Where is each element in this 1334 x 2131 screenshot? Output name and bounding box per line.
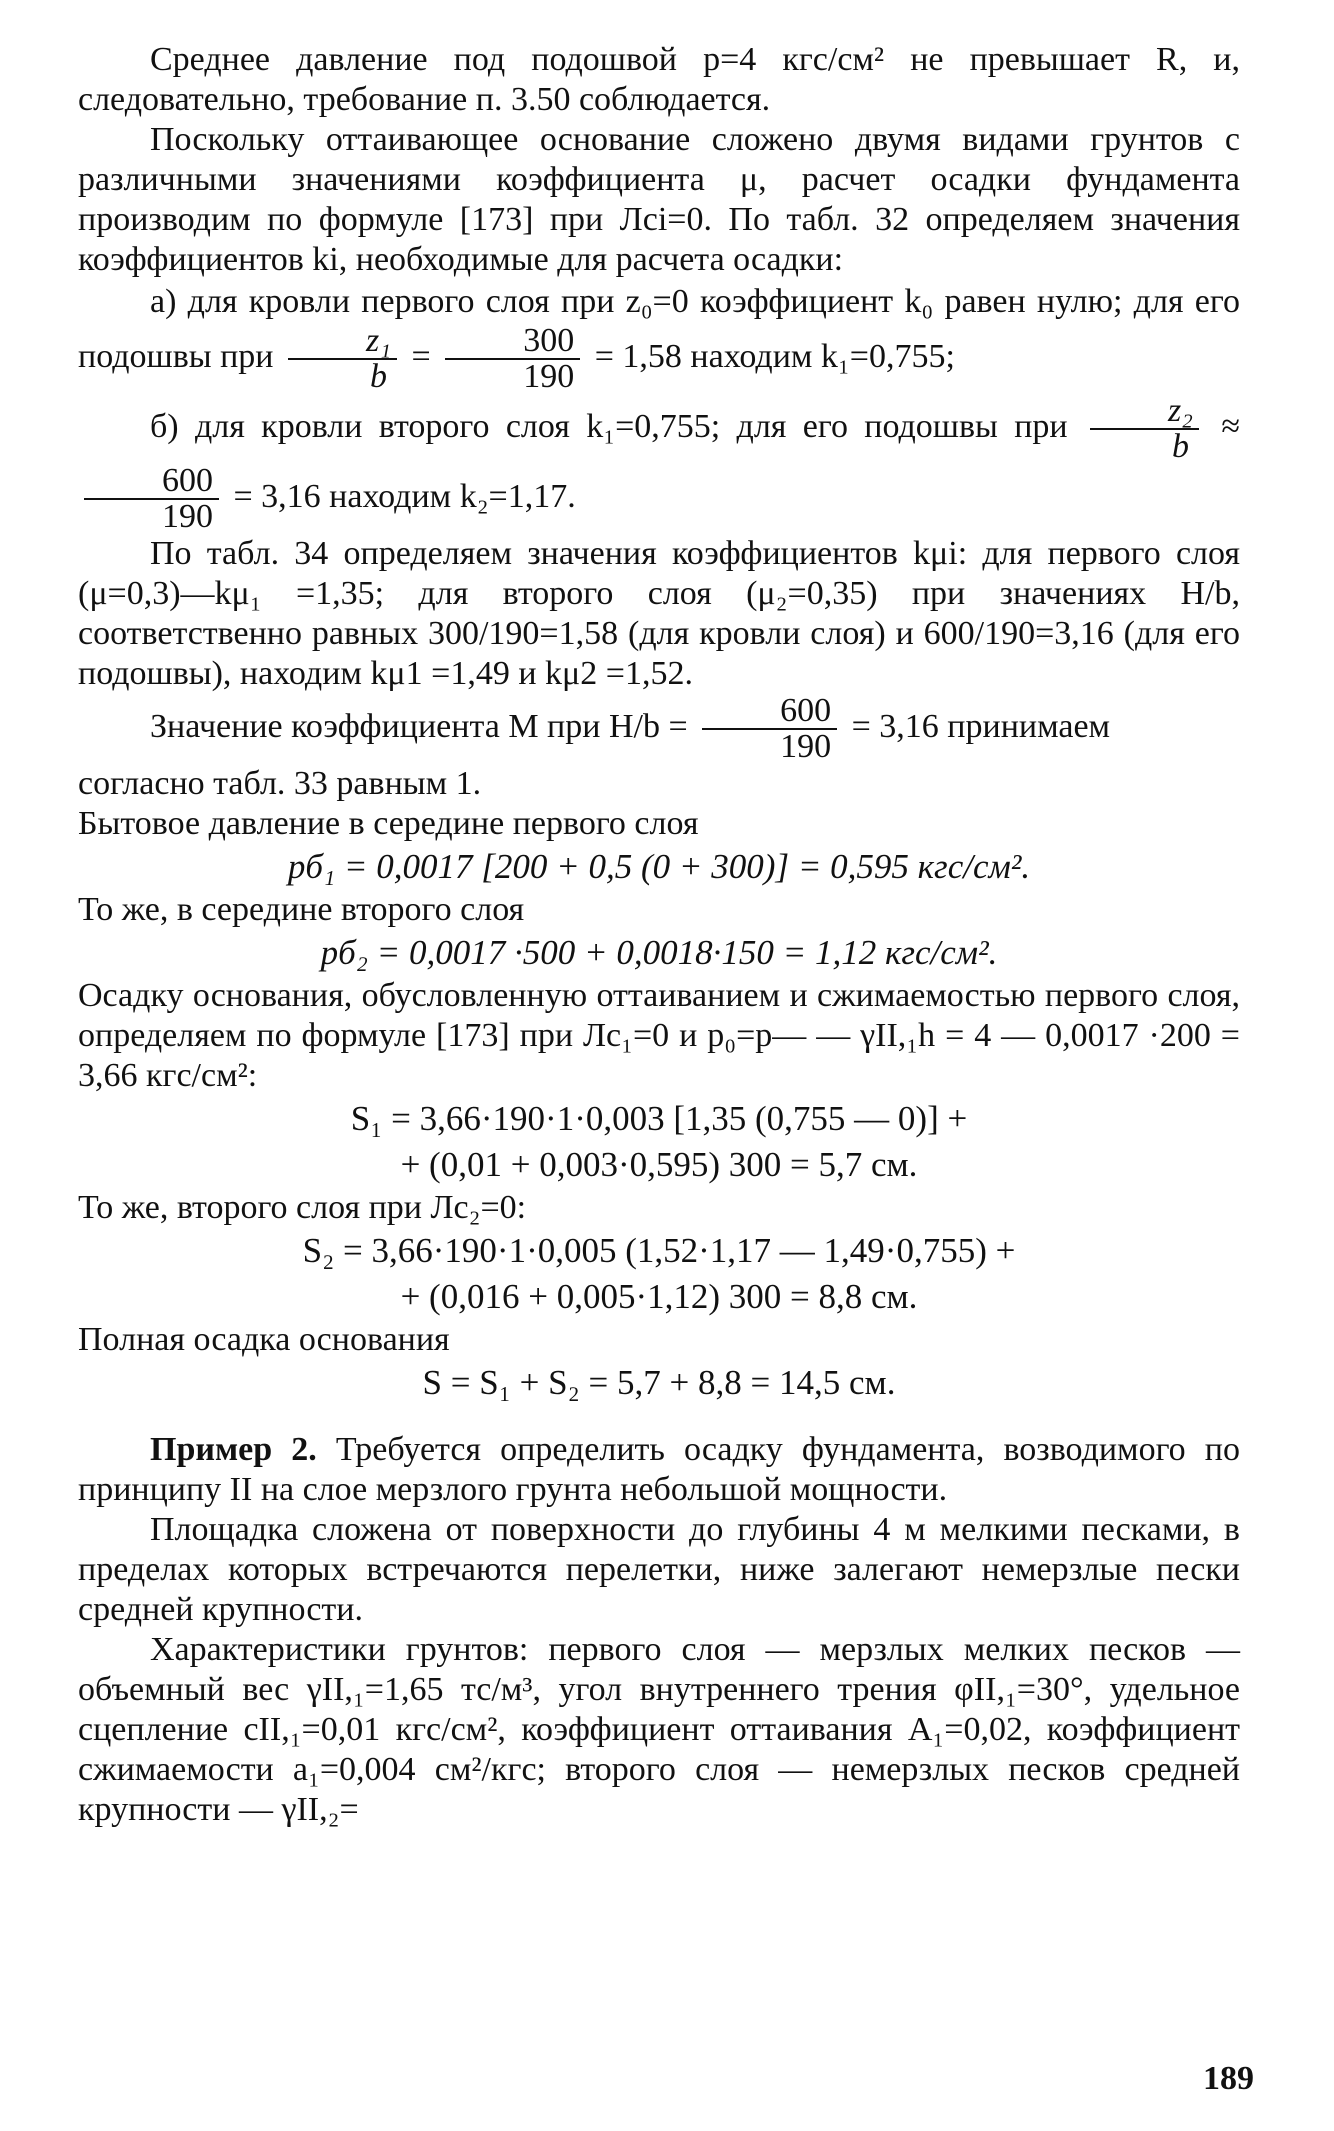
fraction-denominator: b (1171, 428, 1189, 465)
fraction-600-190 (84, 464, 219, 534)
coefficient-m-accept: = 3,16 принимаем (851, 707, 1111, 745)
formula-total-s: S = S₁ + S₂ = 5,7 + 8,8 = 14,5 см. (422, 1363, 896, 1402)
spacer (78, 1406, 1240, 1430)
equals-sign: = (411, 337, 431, 375)
paragraph-overburden-second: То же, в середине второго слоя (78, 891, 525, 928)
paragraph-table33: согласно табл. 33 равным 1. (78, 765, 482, 802)
paragraph-site-description: Площадка сложена от поверхности до глубины 4 м мелкими песками, в пределах которых встречаются перелетки, ниже залегают немерзлые пески средней крупности. (78, 1511, 1240, 1628)
formula-s2-line1: S₂ = 3,66·190·1·0,005 (1,52·1,17 — 1,49·0,755) + (302, 1231, 1016, 1270)
fraction-300-190 (445, 324, 580, 394)
paragraph-total-settlement: Полная осадка основания (78, 1321, 450, 1358)
text-block-top (78, 40, 1240, 1830)
paragraph-settlement-method: Поскольку оттаивающее основание сложено двумя видами грунтов с различными значениями коэффициента μ, расчет осадки фундамента производим по формуле [173] при Лсi=0. По табл. 32 определяем значения коэффициентов ki, необходимые для расчета осадки: (78, 121, 1240, 278)
formula-s1-line2: + (0,01 + 0,003·0,595) 300 = 5,7 см. (400, 1145, 918, 1184)
example-2-text: Требуется определить осадку фундамента, возводимого по принципу II на слое мерзлого грунта небольшой мощности. (78, 1431, 1240, 1508)
fraction-denominator: 190 (523, 358, 575, 395)
fraction-z1-b (288, 324, 397, 394)
paragraph-item-a (78, 280, 1240, 394)
fraction-numerator: 300 (445, 324, 580, 360)
example-2-heading: Пример 2. (150, 1431, 317, 1468)
item-b-result: = 3,16 находим k₂=1,17. (233, 477, 576, 515)
paragraph-item-b (78, 394, 1240, 534)
formula-s1-line1: S₁ = 3,66·190·1·0,003 [1,35 (0,755 — 0)] + (350, 1099, 968, 1138)
paragraph-example-2 (78, 1430, 1240, 1510)
fraction-z2-b (1090, 394, 1199, 464)
fraction-numerator: z₁ (288, 324, 397, 360)
paragraph-pressure-check: Среднее давление под подошвой p=4 кгс/см² не превышает R, и, следовательно, требование п. 3.50 соблюдается. (78, 41, 1240, 118)
page-number: 189 (1203, 2060, 1254, 2097)
fraction-numerator: 600 (84, 464, 219, 500)
coefficient-m-text: Значение коэффициента M при H/b = (150, 707, 688, 745)
paragraph-settlement-first: Осадку основания, обусловленную оттаиванием и сжимаемостью первого слоя, определяем по формуле [173] при Лс₁=0 и p₀=p— — γII,₁h = 4 — 0,0017 ·200 = 3,66 кгс/см²: (78, 977, 1240, 1094)
formula-s2-line2: + (0,016 + 0,005·1,12) 300 = 8,8 см. (400, 1277, 918, 1316)
formula-pb1: pб₁ = 0,0017 [200 + 0,5 (0 + 300)] = 0,595 кгс/см². (287, 847, 1031, 886)
fraction-denominator: 190 (162, 498, 213, 535)
paragraph-overburden-first: Бытовое давление в середине первого слоя (78, 805, 699, 842)
fraction-denominator: b (370, 358, 388, 395)
item-a-text: а) для кровли первого слоя при z₀=0 коэффициент k₀ равен нулю; для его подошвы при (78, 283, 1240, 375)
item-a-result: = 1,58 находим k₁=0,755; (594, 337, 955, 375)
fraction-denominator: 190 (780, 728, 832, 765)
fraction-numerator: z₂ (1090, 394, 1199, 430)
fraction-600-190-m (702, 694, 837, 764)
fraction-numerator: 600 (702, 694, 837, 730)
paragraph-coefficient-m (78, 694, 1240, 764)
approx-sign: ≈ (1221, 407, 1241, 445)
item-b-text: б) для кровли второго слоя k₁=0,755; для его подошвы при (150, 407, 1068, 445)
paragraph-table34-coefficients: По табл. 34 определяем значения коэффициентов kμi: для первого слоя (μ=0,3)—kμ₁ =1,35; для второго слоя (μ₂=0,35) при значениях H/b, соответственно равных 300/190=1,58 (для кровли слоя) и 600/190=3,16 (для его подошвы), находим kμ1 =1,49 и kμ2 =1,52. (78, 535, 1240, 692)
paragraph-soil-characteristics: Характеристики грунтов: первого слоя — мерзлых мелких песков — объемный вес γII,₁=1,65 тс/м³, угол внутреннего трения φII,₁=30°, удельное сцепление cII,₁=0,01 кгс/см², коэффициент оттаивания A₁=0,02, коэффициент сжимаемости a₁=0,004 см²/кгс; второго слоя — немерзлых песков средней крупности — γII,₂= (78, 1631, 1240, 1828)
paragraph-second-layer: То же, второго слоя при Лс₂=0: (78, 1189, 527, 1226)
formula-pb2: pб₂ = 0,0017 ·500 + 0,0018·150 = 1,12 кгс/см². (320, 933, 998, 972)
